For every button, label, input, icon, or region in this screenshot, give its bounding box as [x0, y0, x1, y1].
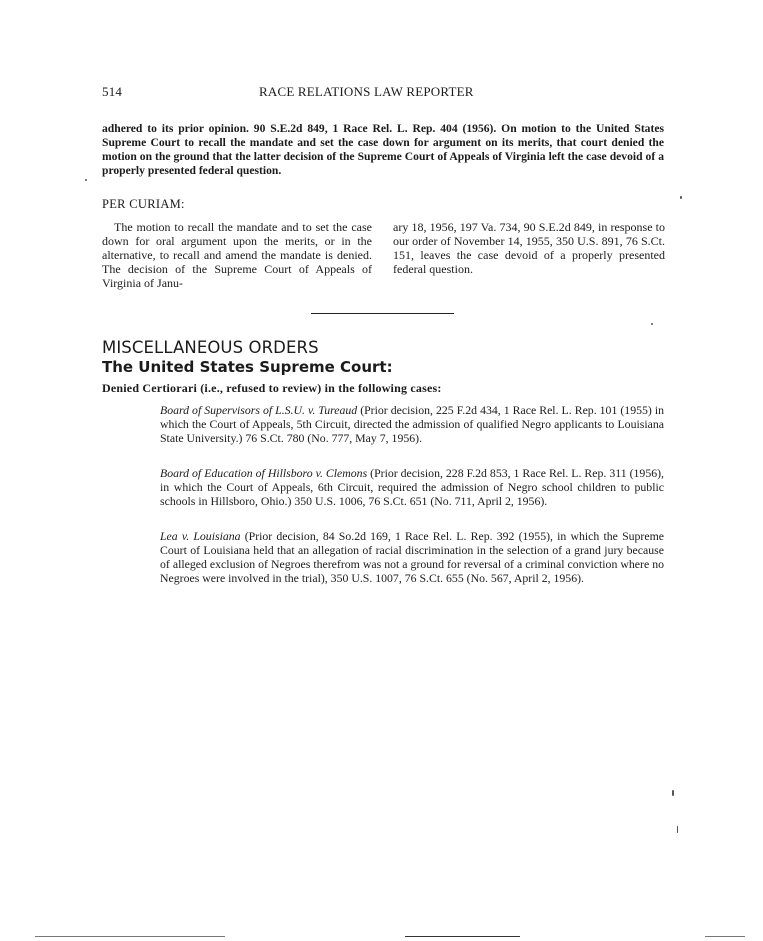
section-heading: MISCELLANEOUS ORDERS [102, 338, 319, 357]
case-text: (Prior decision, 84 So.2d 169, 1 Race Rel. L. Rep. 392 (1955), in which the Supreme Court of Louisiana held that an allegation of racial discrimination in the selection of a grand jury because of alleged exclusion of Negroes therefrom was not a ground for reversal of a criminal conviction where no Negroes were involved in the trial), 350 U.S. 1007, 76 S.Ct. 655 (No. 567, April 2, 1956). [160, 529, 664, 585]
scan-speck [677, 826, 678, 833]
running-header [102, 84, 664, 102]
section-subheading: The United States Supreme Court: [102, 358, 393, 376]
headnote-paragraph: adhered to its prior opinion. 90 S.E.2d 849, 1 Race Rel. L. Rep. 404 (1956). On motion to the United States Supreme Court to recall the mandate and set the case down for argument on its merits, that court denied the motion on the ground that the latter decision of the Supreme Court of Appeals of Virginia left the case devoid of a properly presented federal question. [102, 122, 664, 177]
case-entry [160, 403, 664, 445]
opinion-right-column: ary 18, 1956, 197 Va. 734, 90 S.E.2d 849, in response to our order of November 14, 1955, 350 U.S. 891, 76 S.Ct. 151, leaves the case devoid of a properly presented federal question. [393, 220, 665, 276]
scan-bottom-rule [35, 936, 225, 937]
case-name: Board of Supervisors of L.S.U. v. Tureaud [160, 403, 358, 417]
opinion-left-column: The motion to recall the mandate and to set the case down for oral argument upon the merits, or in the alternative, to recall and amend the mandate is denied. The decision of the Supreme Court of Appeals of Virginia of Janu- [102, 220, 372, 290]
section-separator-rule [311, 313, 454, 314]
scan-speck [651, 323, 653, 325]
page-number: 514 [102, 84, 123, 99]
scan-speck [672, 790, 674, 796]
case-entry [160, 466, 664, 508]
running-title: RACE RELATIONS LAW REPORTER [259, 84, 474, 99]
case-name: Board of Education of Hillsboro v. Clemons [160, 466, 368, 480]
case-text: (Prior decision, 228 F.2d 853, 1 Race Rel. L. Rep. 311 (1956), in which the Court of Appeals, 6th Circuit, required the admission of Negro school children to public schools in Hillsboro, Ohio.) 350 U.S. 1006, 76 S.Ct. 651 (No. 711, April 2, 1956). [160, 466, 664, 508]
scan-speck [85, 179, 87, 181]
case-text: (Prior decision, 225 F.2d 434, 1 Race Rel. L. Rep. 101 (1955) in which the Court of Appeals, 5th Circuit, directed the admission of qualified Negro applicants to Louisiana State University.) 76 S.Ct. 780 (No. 777, May 7, 1956). [160, 403, 664, 445]
scan-bottom-rule [705, 936, 745, 937]
scan-bottom-rule [405, 936, 520, 937]
certiorari-denied-label: Denied Certiorari (i.e., refused to review) in the following cases: [102, 381, 442, 395]
case-name: Lea v. Louisiana [160, 529, 241, 543]
per-curiam-label: PER CURIAM: [102, 197, 185, 211]
case-entry [160, 529, 664, 585]
scan-speck [680, 196, 682, 199]
